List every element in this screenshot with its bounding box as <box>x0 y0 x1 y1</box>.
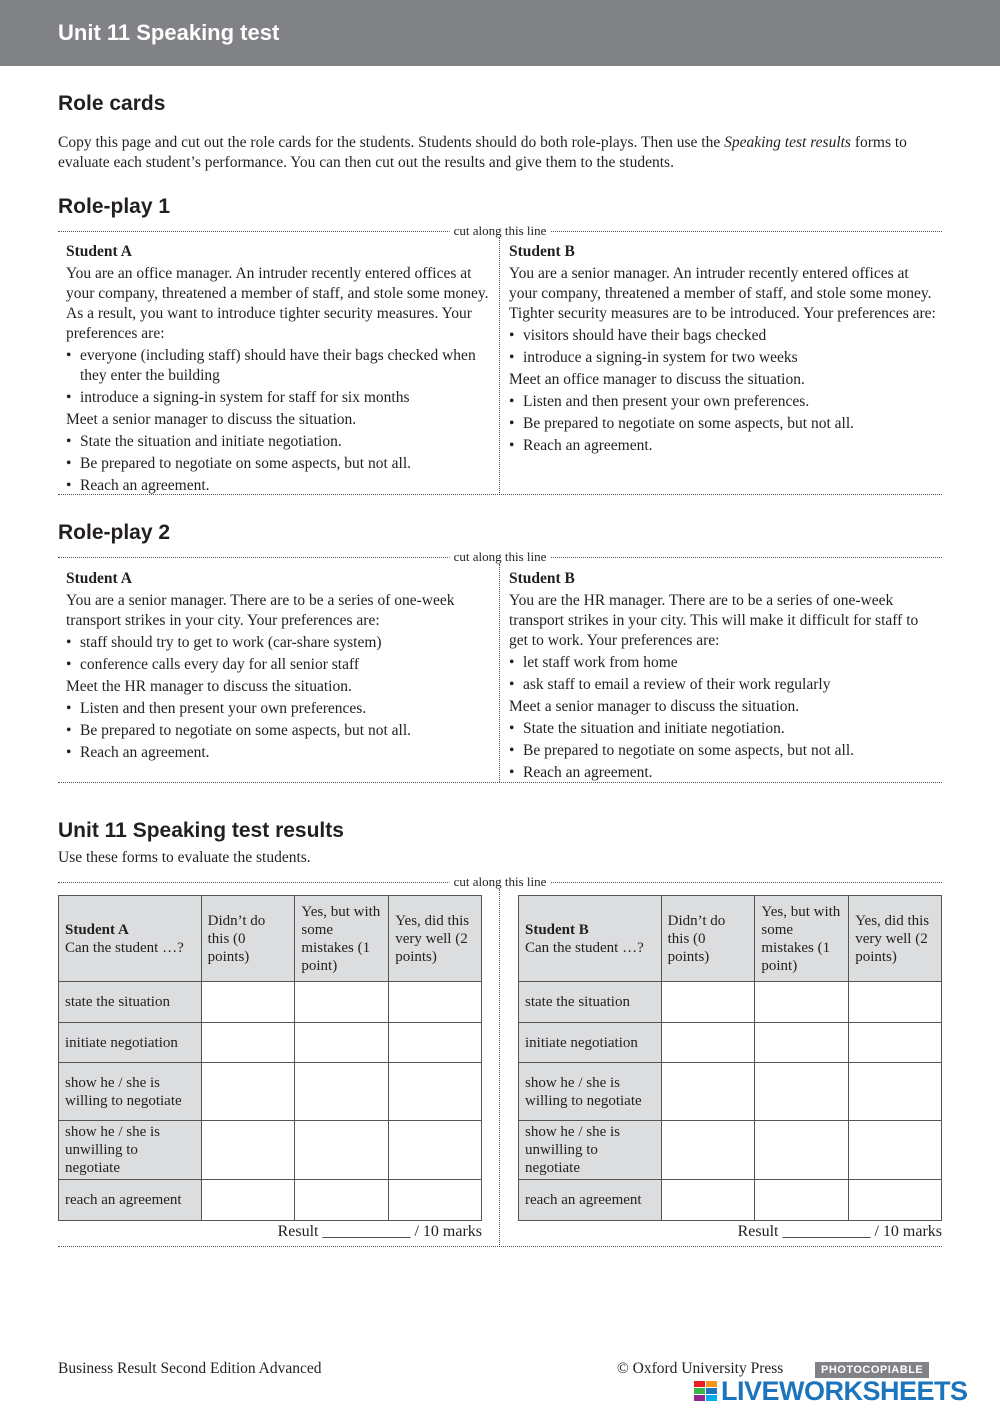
task-item: • Be prepared to negotiate on some aspects, but not all. <box>509 414 939 434</box>
student-label: Student A <box>65 921 129 938</box>
criterion-cell: reach an agreement <box>59 1180 202 1221</box>
page-title: Unit 11 Speaking test <box>58 20 280 45</box>
score-cell[interactable] <box>295 1180 389 1221</box>
student-label: Student B <box>525 921 589 938</box>
roleplay2-student-a-card <box>66 569 496 765</box>
score-cell[interactable] <box>849 1180 942 1221</box>
score-cell[interactable] <box>661 982 755 1023</box>
role-cards-heading: Role cards <box>58 92 166 115</box>
footer-copyright: © Oxford University Press <box>617 1360 784 1377</box>
card-intro: You are a senior manager. An intruder recently entered offices at your company, threatened a member of staff, and stole some money. Tighter security measures are to be introduced. Your preferences are: <box>509 265 936 322</box>
footer-book-title: Business Result Second Edition Advanced <box>58 1360 322 1377</box>
score-cell[interactable] <box>295 982 389 1023</box>
question-label: Can the student …? <box>65 939 184 956</box>
result-label: Result <box>277 1223 319 1240</box>
score-cell[interactable] <box>661 1063 755 1121</box>
score-cell[interactable] <box>849 1121 942 1180</box>
roleplay2-student-b-card <box>509 569 939 785</box>
result-suffix: / 10 marks <box>874 1223 942 1240</box>
cut-label: cut along this line <box>450 549 551 565</box>
liveworksheets-watermark <box>694 1377 968 1405</box>
score-cell[interactable] <box>389 982 482 1023</box>
tasks-list <box>509 392 939 456</box>
score-cell[interactable] <box>849 1023 942 1063</box>
tasks-list <box>66 432 496 496</box>
preference-item: • staff should try to get to work (car-share system) <box>66 633 496 653</box>
score-cell[interactable] <box>389 1063 482 1121</box>
results-form-student-b <box>518 895 942 1221</box>
form-header-student <box>59 896 202 982</box>
result-line-student-b <box>518 1223 942 1241</box>
results-subtitle: Use these forms to evaluate the students. <box>58 849 311 866</box>
cut-line <box>58 874 942 889</box>
card-meet: Meet a senior manager to discuss the situation. <box>66 411 357 428</box>
score-cell[interactable] <box>849 1063 942 1121</box>
form-header-student <box>519 896 662 982</box>
score-cell[interactable] <box>755 1180 849 1221</box>
criterion-cell: show he / she is willing to negotiate <box>519 1063 662 1121</box>
column-header: Didn’t do this (0 points) <box>201 896 295 982</box>
score-cell[interactable] <box>389 1180 482 1221</box>
results-heading: Unit 11 Speaking test results <box>58 819 344 842</box>
cut-line <box>58 549 942 564</box>
task-item: • Reach an agreement. <box>509 763 939 783</box>
intro-text-italic: Speaking test results <box>724 134 851 151</box>
photocopiable-badge: PHOTOCOPIABLE <box>815 1362 929 1378</box>
intro-text-end: forms to evaluate each student’s performance. You can then cut out the results and give them to the students. <box>58 134 907 171</box>
card-divider <box>499 237 500 493</box>
criterion-cell: show he / she is unwilling to negotiate <box>519 1121 662 1180</box>
form-divider <box>499 889 500 1247</box>
score-cell[interactable] <box>661 1121 755 1180</box>
column-header: Didn’t do this (0 points) <box>661 896 755 982</box>
score-cell[interactable] <box>661 1180 755 1221</box>
criterion-cell: show he / she is willing to negotiate <box>59 1063 202 1121</box>
score-cell[interactable] <box>295 1063 389 1121</box>
card-title: Student A <box>66 570 132 587</box>
result-label: Result <box>737 1223 779 1240</box>
score-cell[interactable] <box>755 1121 849 1180</box>
preferences-list <box>66 633 496 675</box>
preferences-list <box>66 346 496 408</box>
liveworksheets-text: LIVEWORKSHEETS <box>721 1375 968 1406</box>
intro-paragraph <box>58 133 948 173</box>
cut-label: cut along this line <box>450 223 551 239</box>
results-form-student-a <box>58 895 482 1221</box>
roleplay2-heading: Role-play 2 <box>58 521 171 544</box>
intro-text-start: Copy this page and cut out the role cards for the students. Students should do both role-plays. Then use the <box>58 134 725 151</box>
preferences-list <box>509 326 939 368</box>
criterion-cell: initiate negotiation <box>519 1023 662 1063</box>
form-bottom-line <box>58 1246 942 1247</box>
tasks-list <box>509 719 939 783</box>
roleplay1-student-b-card <box>509 242 939 458</box>
preference-item: • everyone (including staff) should have their bags checked when they enter the building <box>66 346 496 386</box>
cut-label: cut along this line <box>450 874 551 890</box>
card-title: Student B <box>509 570 575 587</box>
score-cell[interactable] <box>755 1063 849 1121</box>
score-cell[interactable] <box>201 982 295 1023</box>
task-item: • Reach an agreement. <box>66 743 496 763</box>
card-intro: You are an office manager. An intruder recently entered offices at your company, threatened a member of staff, and stole some money. As a result, you want to introduce tighter security measures. Your preferences are: <box>66 265 489 342</box>
cut-line <box>58 223 942 238</box>
preference-item: • introduce a signing-in system for two weeks <box>509 348 939 368</box>
header-banner <box>0 0 1000 66</box>
result-blank[interactable]: ___________ <box>322 1223 411 1240</box>
criterion-cell: reach an agreement <box>519 1180 662 1221</box>
card-meet: Meet a senior manager to discuss the situation. <box>509 698 800 715</box>
score-cell[interactable] <box>389 1121 482 1180</box>
result-suffix: / 10 marks <box>414 1223 482 1240</box>
criterion-cell: state the situation <box>59 982 202 1023</box>
preference-item: • visitors should have their bags checked <box>509 326 939 346</box>
roleplay1-student-a-card <box>66 242 496 498</box>
task-item: • State the situation and initiate negotiation. <box>509 719 939 739</box>
score-cell[interactable] <box>201 1063 295 1121</box>
score-cell[interactable] <box>295 1023 389 1063</box>
preference-item: • let staff work from home <box>509 653 939 673</box>
criterion-cell: state the situation <box>519 982 662 1023</box>
task-item: • State the situation and initiate negotiation. <box>66 432 496 452</box>
score-cell[interactable] <box>201 1121 295 1180</box>
card-title: Student B <box>509 243 575 260</box>
preference-item: • ask staff to email a review of their work regularly <box>509 675 939 695</box>
liveworksheets-logo-icon <box>694 1381 717 1401</box>
roleplay1-heading: Role-play 1 <box>58 195 171 218</box>
task-item: • Be prepared to negotiate on some aspects, but not all. <box>509 741 939 761</box>
card-intro: You are the HR manager. There are to be a series of one-week transport strikes in your city. This will make it difficult for staff to get to work. Your preferences are: <box>509 592 919 649</box>
preferences-list <box>509 653 939 695</box>
card-intro: You are a senior manager. There are to be a series of one-week transport strikes in your city. Your preferences are: <box>66 592 455 629</box>
score-cell[interactable] <box>201 1180 295 1221</box>
score-cell[interactable] <box>201 1023 295 1063</box>
column-header: Yes, did this very well (2 points) <box>849 896 942 982</box>
column-header: Yes, but with some mistakes (1 point) <box>755 896 849 982</box>
score-cell[interactable] <box>755 1023 849 1063</box>
card-title: Student A <box>66 243 132 260</box>
tasks-list <box>66 699 496 763</box>
score-cell[interactable] <box>661 1023 755 1063</box>
task-item: • Reach an agreement. <box>509 436 939 456</box>
column-header: Yes, but with some mistakes (1 point) <box>295 896 389 982</box>
task-item: • Reach an agreement. <box>66 476 496 496</box>
card-meet: Meet the HR manager to discuss the situation. <box>66 678 352 695</box>
score-cell[interactable] <box>755 982 849 1023</box>
question-label: Can the student …? <box>525 939 644 956</box>
criterion-cell: show he / she is unwilling to negotiate <box>59 1121 202 1180</box>
task-item: • Listen and then present your own preferences. <box>66 699 496 719</box>
result-line-student-a <box>58 1223 482 1241</box>
result-blank[interactable]: ___________ <box>782 1223 871 1240</box>
criterion-cell: initiate negotiation <box>59 1023 202 1063</box>
score-cell[interactable] <box>849 982 942 1023</box>
preference-item: • introduce a signing-in system for staff for six months <box>66 388 496 408</box>
column-header: Yes, did this very well (2 points) <box>389 896 482 982</box>
preference-item: • conference calls every day for all senior staff <box>66 655 496 675</box>
score-cell[interactable] <box>295 1121 389 1180</box>
score-cell[interactable] <box>389 1023 482 1063</box>
task-item: • Be prepared to negotiate on some aspects, but not all. <box>66 721 496 741</box>
task-item: • Listen and then present your own preferences. <box>509 392 939 412</box>
task-item: • Be prepared to negotiate on some aspects, but not all. <box>66 454 496 474</box>
card-meet: Meet an office manager to discuss the situation. <box>509 371 805 388</box>
card-divider <box>499 564 500 782</box>
